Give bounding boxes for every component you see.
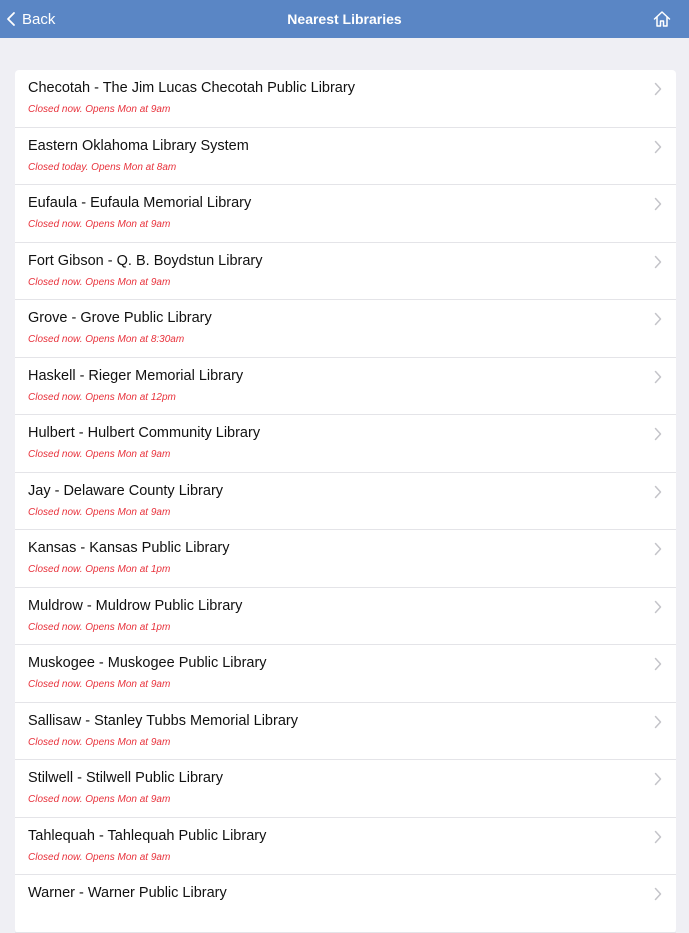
library-row[interactable] (15, 415, 676, 473)
chevron-right-icon (654, 715, 662, 729)
chevron-right-icon (654, 82, 662, 96)
library-name: Tahlequah - Tahlequah Public Library (28, 827, 267, 844)
chevron-right-icon (654, 772, 662, 786)
library-row[interactable] (15, 128, 676, 186)
library-row[interactable] (15, 473, 676, 531)
library-name: Grove - Grove Public Library (28, 310, 212, 326)
library-status: Closed now. Opens Mon at 9am (28, 219, 171, 230)
library-status: Closed now. Opens Mon at 9am (28, 736, 171, 748)
library-name: Haskell - Rieger Memorial Library (28, 367, 244, 384)
library-name: Eastern Oklahoma Library System (28, 137, 249, 154)
library-status: Closed now. Opens Mon at 1pm (28, 564, 171, 575)
chevron-right-icon (654, 427, 662, 441)
library-name: Hulbert - Hulbert Community Library (28, 425, 261, 441)
library-row[interactable] (15, 70, 676, 128)
library-status: Closed now. Opens Mon at 1pm (28, 621, 171, 633)
library-status: Closed now. Opens Mon at 9am (28, 104, 171, 115)
page-title: Nearest Libraries (287, 11, 402, 27)
library-row[interactable] (15, 703, 676, 761)
library-list (15, 70, 676, 933)
library-status: Closed now. Opens Mon at 9am (28, 794, 171, 805)
library-name: Muskogee - Muskogee Public Library (28, 655, 267, 671)
library-row[interactable] (15, 875, 676, 933)
library-status: Closed now. Opens Mon at 9am (28, 679, 171, 690)
chevron-right-icon (654, 140, 662, 154)
navigation-bar (0, 0, 689, 38)
library-status: Closed now. Opens Mon at 9am (28, 449, 171, 460)
library-status: Closed now. Opens Mon at 12pm (28, 391, 176, 403)
back-button-label: Back (22, 10, 56, 28)
chevron-right-icon (654, 312, 662, 326)
chevron-right-icon (654, 600, 662, 614)
chevron-right-icon (654, 485, 662, 499)
library-row[interactable] (15, 645, 676, 703)
library-name: Muldrow - Muldrow Public Library (28, 597, 243, 614)
library-name: Sallisaw - Stanley Tubbs Memorial Library (28, 712, 298, 729)
library-row[interactable] (15, 760, 676, 818)
library-row[interactable] (15, 588, 676, 646)
library-name: Jay - Delaware County Library (28, 482, 224, 499)
chevron-right-icon (654, 197, 662, 211)
library-name: Warner - Warner Public Library (28, 885, 227, 901)
library-name: Fort Gibson - Q. B. Boydstun Library (28, 252, 263, 269)
library-row[interactable] (15, 185, 676, 243)
library-status: Closed now. Opens Mon at 9am (28, 276, 171, 288)
chevron-right-icon (654, 542, 662, 556)
library-status: Closed today. Opens Mon at 8am (28, 161, 177, 173)
library-name: Checotah - The Jim Lucas Checotah Public Library (28, 80, 355, 96)
library-status: Closed now. Opens Mon at 8:30am (28, 334, 185, 345)
library-status: Closed now. Opens Mon at 9am (28, 506, 171, 518)
library-row[interactable] (15, 530, 676, 588)
chevron-right-icon (654, 657, 662, 671)
chevron-right-icon (654, 255, 662, 269)
home-button[interactable] (653, 10, 671, 28)
chevron-right-icon (654, 370, 662, 384)
chevron-right-icon (654, 887, 662, 901)
library-row[interactable] (15, 358, 676, 416)
library-name: Eufaula - Eufaula Memorial Library (28, 195, 252, 211)
library-row[interactable] (15, 300, 676, 358)
library-name: Kansas - Kansas Public Library (28, 540, 230, 556)
home-icon (653, 15, 671, 32)
chevron-right-icon (654, 830, 662, 844)
library-name: Stilwell - Stilwell Public Library (28, 770, 223, 786)
library-row[interactable] (15, 818, 676, 876)
library-status: Closed now. Opens Mon at 9am (28, 851, 171, 863)
library-row[interactable] (15, 243, 676, 301)
